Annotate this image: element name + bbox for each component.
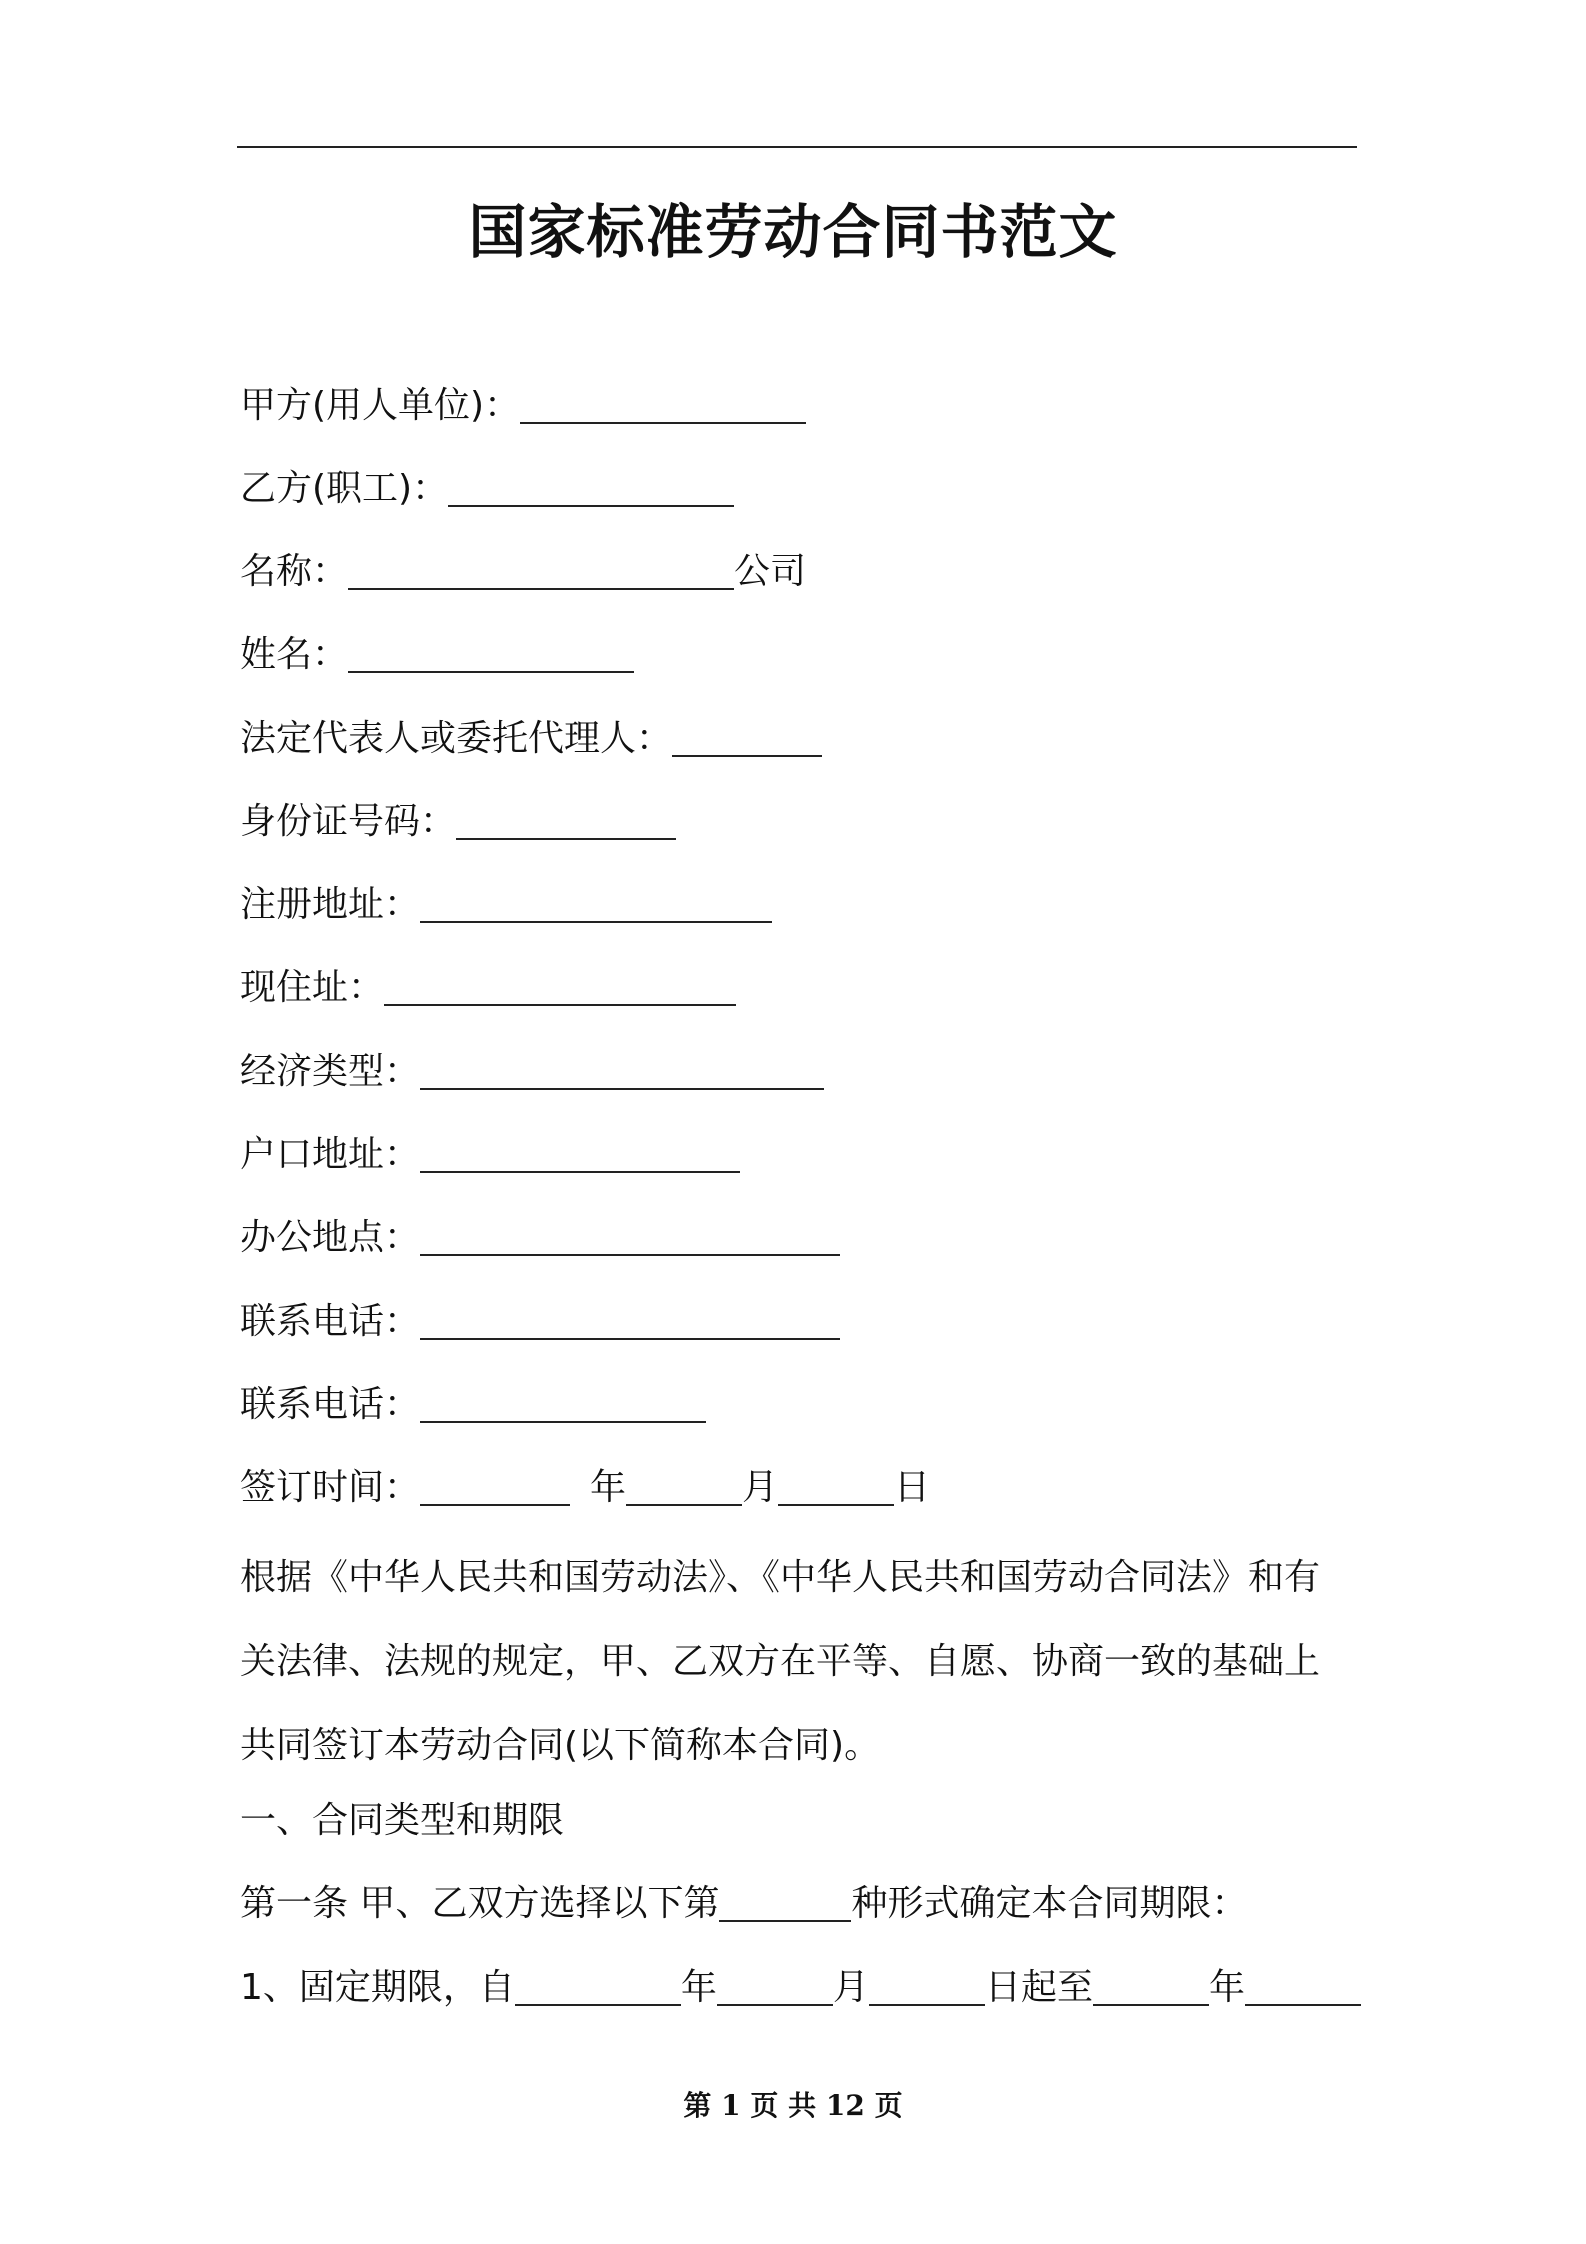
blank-name[interactable] bbox=[348, 635, 634, 673]
document-title: 国家标准劳动合同书范文 bbox=[468, 198, 1118, 266]
blank-phone-2[interactable] bbox=[420, 1385, 706, 1423]
field-label: 签订时间： bbox=[240, 1467, 421, 1508]
blank-sign-year[interactable] bbox=[420, 1468, 570, 1506]
article-prefix: 第一条 甲、乙双方选择以下第 bbox=[240, 1883, 720, 1924]
blank-sign-day[interactable] bbox=[778, 1468, 894, 1506]
field-label: 身份证号码： bbox=[240, 801, 457, 842]
day-from-label: 日起至 bbox=[984, 1967, 1093, 2008]
intro-line: 关法律、法规的规定，甲、乙双方在平等、自愿、协商一致的基础上 bbox=[240, 1641, 1321, 1682]
field-registered-address bbox=[240, 881, 772, 929]
field-label: 注册地址： bbox=[240, 884, 421, 925]
field-label: 联系电话： bbox=[240, 1384, 421, 1425]
month-label: 月 bbox=[832, 1967, 869, 2008]
field-label: 户口地址： bbox=[240, 1134, 421, 1175]
day-label: 日 bbox=[894, 1467, 931, 1508]
field-label: 名称： bbox=[240, 551, 349, 592]
blank-legal-rep[interactable] bbox=[672, 719, 822, 757]
intro-line: 共同签订本劳动合同(以下简称本合同)。 bbox=[240, 1725, 881, 1766]
blank-party-a[interactable] bbox=[520, 386, 806, 424]
blank-id-number[interactable] bbox=[456, 802, 676, 840]
blank-end-month[interactable] bbox=[1245, 1968, 1361, 2006]
blank-start-day[interactable] bbox=[869, 1968, 985, 2006]
field-household-address bbox=[240, 1131, 740, 1179]
field-party-a bbox=[240, 382, 806, 430]
blank-registered-address[interactable] bbox=[420, 885, 772, 923]
field-id-number bbox=[240, 798, 676, 846]
blank-start-year[interactable] bbox=[515, 1968, 681, 2006]
year-label: 年 bbox=[1208, 1967, 1245, 2008]
year-label: 年 bbox=[590, 1467, 627, 1508]
field-phone-1 bbox=[240, 1298, 840, 1346]
article-suffix: 种形式确定本合同期限： bbox=[851, 1883, 1248, 1924]
field-name bbox=[240, 631, 634, 679]
field-label: 甲方(用人单位)： bbox=[240, 385, 521, 426]
article-one bbox=[240, 1880, 1247, 1928]
blank-end-year[interactable] bbox=[1093, 1968, 1209, 2006]
field-label: 联系电话： bbox=[240, 1301, 421, 1342]
blank-current-address[interactable] bbox=[384, 968, 736, 1006]
blank-party-b[interactable] bbox=[448, 469, 734, 507]
field-company-name bbox=[240, 548, 806, 596]
intro-line: 根据《中华人民共和国劳动法》、《中华人民共和国劳动合同法》和有 bbox=[240, 1557, 1321, 1598]
blank-sign-month[interactable] bbox=[626, 1468, 742, 1506]
year-label: 年 bbox=[680, 1967, 717, 2008]
fixed-term-line bbox=[240, 1964, 1361, 2012]
field-current-address bbox=[240, 964, 736, 1012]
field-suffix: 公司 bbox=[734, 551, 807, 592]
intro-paragraph bbox=[240, 1536, 1360, 1788]
header-rule bbox=[237, 146, 1357, 148]
field-economic-type bbox=[240, 1048, 824, 1096]
blank-office-location[interactable] bbox=[420, 1218, 840, 1256]
field-legal-rep bbox=[240, 715, 822, 763]
blank-household-address[interactable] bbox=[420, 1135, 740, 1173]
field-office-location bbox=[240, 1214, 840, 1262]
blank-company-name[interactable] bbox=[348, 552, 734, 590]
fixed-term-prefix: 1、固定期限，自 bbox=[240, 1967, 515, 2008]
field-label: 办公地点： bbox=[240, 1217, 421, 1258]
blank-phone-1[interactable] bbox=[420, 1302, 840, 1340]
page-number: 第 1 页 共 12 页 bbox=[683, 2089, 903, 2122]
field-party-b bbox=[240, 465, 734, 513]
blank-form-choice[interactable] bbox=[719, 1884, 851, 1922]
blank-economic-type[interactable] bbox=[420, 1052, 824, 1090]
field-label: 经济类型： bbox=[240, 1051, 421, 1092]
blank-start-month[interactable] bbox=[717, 1968, 833, 2006]
month-label: 月 bbox=[742, 1467, 779, 1508]
section-heading: 一、合同类型和期限 bbox=[240, 1800, 565, 1841]
field-label: 法定代表人或委托代理人： bbox=[240, 718, 673, 759]
field-label: 乙方(职工)： bbox=[240, 468, 449, 509]
section-heading-contract-type bbox=[240, 1797, 564, 1845]
field-signing-date bbox=[240, 1464, 930, 1512]
field-phone-2 bbox=[240, 1381, 706, 1429]
field-label: 现住址： bbox=[240, 967, 385, 1008]
field-label: 姓名： bbox=[240, 634, 349, 675]
